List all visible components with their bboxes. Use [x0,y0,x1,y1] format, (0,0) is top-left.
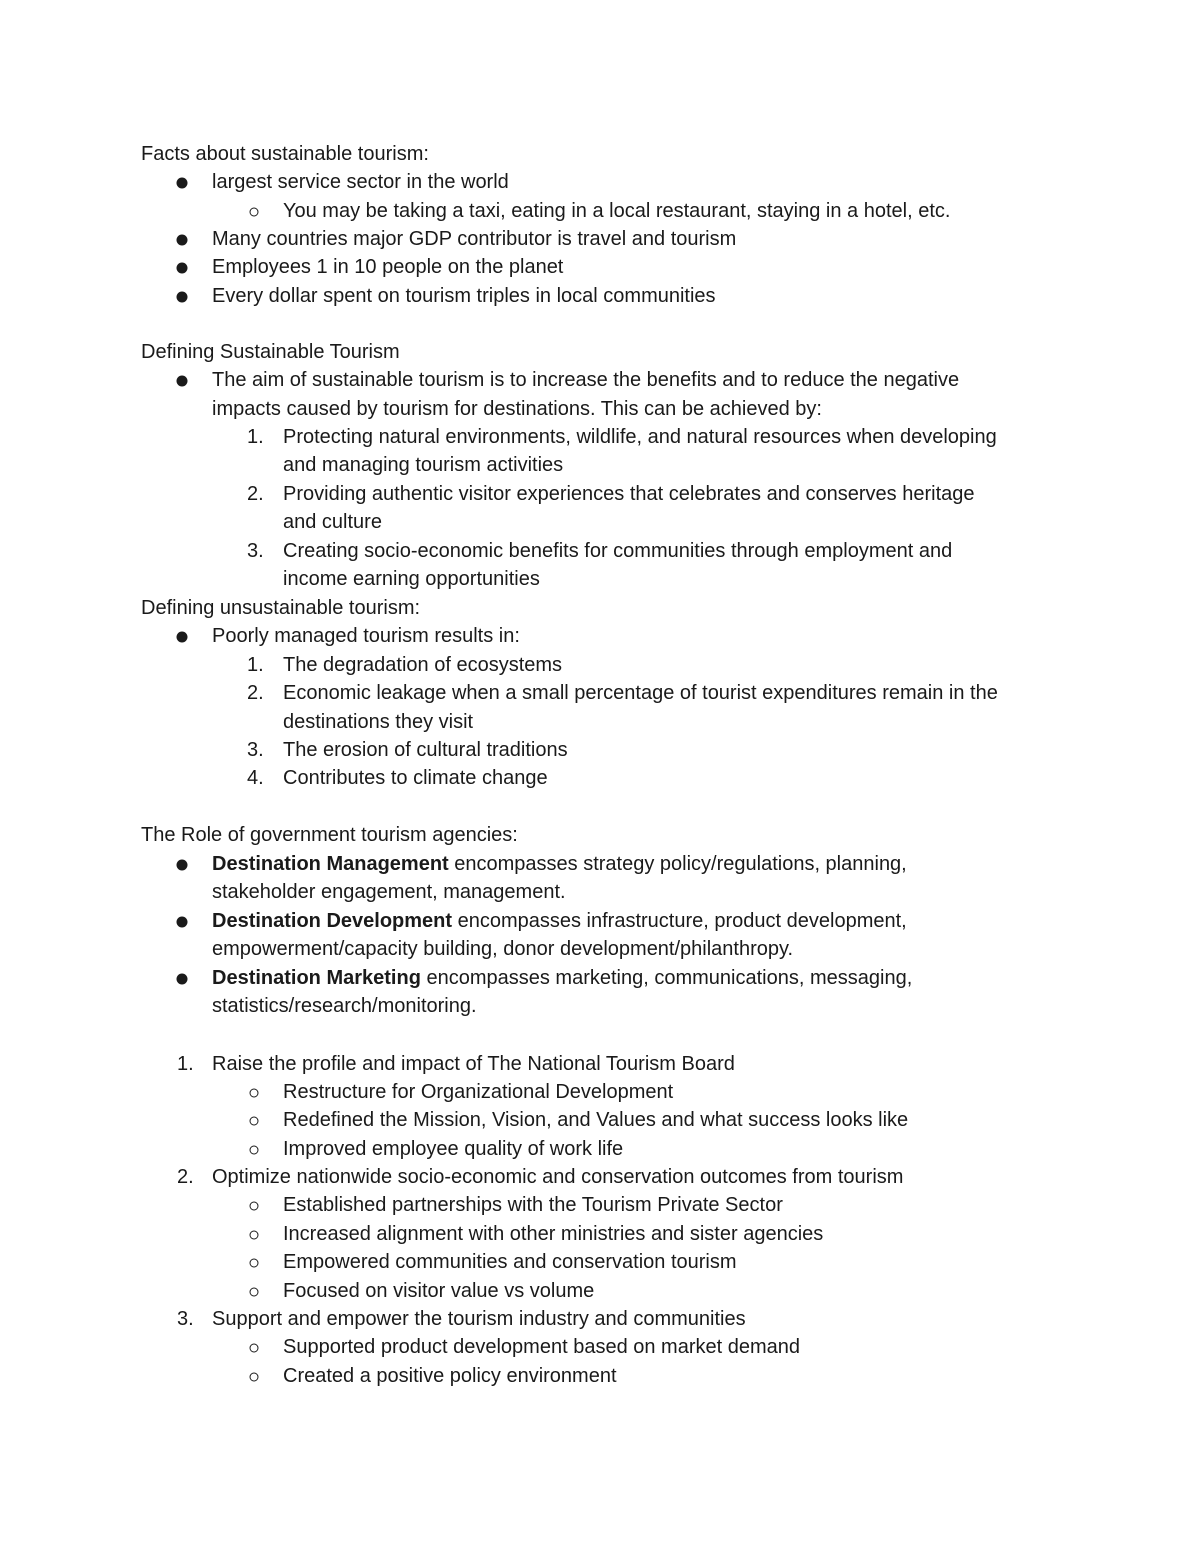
list-item [212,907,907,935]
term-description: encompasses infrastructure, product development, [452,910,907,932]
numbered-item: Protecting natural environments, wildlife, and natural resources when developing [283,426,997,448]
section-heading-government: The Role of government tourism agencies: [141,824,518,846]
list-item: Many countries major GDP contributor is travel and tourism [212,228,737,250]
list-item: Improved employee quality of work life [283,1138,624,1160]
bullet-circle-icon [250,1089,259,1098]
list-number: 3. [247,540,264,562]
bullet-dot-icon [177,376,188,387]
bullet-dot-icon [177,235,188,246]
list-number: 2. [247,682,264,704]
list-item: The aim of sustainable tourism is to increase the benefits and to reduce the negative [212,369,960,391]
list-item: Restructure for Organizational Development [283,1081,674,1103]
list-number: 1. [247,654,264,676]
list-item: Established partnerships with the Tourism Private Sector [283,1194,783,1216]
numbered-item-continuation: destinations they visit [283,711,474,733]
bullet-circle-icon [250,1117,259,1126]
numbered-item: Contributes to climate change [283,767,548,789]
list-item-continuation: empowerment/capacity building, donor development/philanthropy. [212,938,794,960]
bullet-circle-icon [250,1202,259,1211]
numbered-item: The erosion of cultural traditions [283,739,568,761]
list-item: Increased alignment with other ministries and sister agencies [283,1223,824,1245]
list-number: 2. [177,1166,194,1188]
list-item-continuation: impacts caused by tourism for destinations. This can be achieved by: [212,398,822,420]
bullet-dot-icon [177,860,188,871]
numbered-item: Optimize nationwide socio-economic and conservation outcomes from tourism [212,1166,904,1188]
list-item [212,850,907,878]
list-number: 2. [247,483,264,505]
numbered-item: Economic leakage when a small percentage of tourist expenditures remain in the [283,682,998,704]
section-heading-facts: Facts about sustainable tourism: [141,143,429,165]
list-item-continuation: statistics/research/monitoring. [212,995,477,1017]
term-destination-development: Destination Development [212,910,453,932]
list-item: You may be taking a taxi, eating in a local restaurant, staying in a hotel, etc. [283,200,951,222]
bullet-dot-icon [177,917,188,928]
list-number: 3. [177,1308,194,1330]
list-number: 1. [177,1053,194,1075]
list-item: Redefined the Mission, Vision, and Values and what success looks like [283,1109,909,1131]
numbered-item-continuation: and managing tourism activities [283,454,564,476]
list-number: 4. [247,767,264,789]
list-item-continuation: stakeholder engagement, management. [212,881,566,903]
list-item: Poorly managed tourism results in: [212,625,520,647]
term-destination-marketing: Destination Marketing [212,967,421,989]
list-number: 1. [247,426,264,448]
term-destination-management: Destination Management [212,853,449,875]
term-description: encompasses strategy policy/regulations, planning, [448,853,907,875]
bullet-circle-icon [250,1344,259,1353]
list-number: 3. [247,739,264,761]
term-description: encompasses marketing, communications, messaging, [420,967,913,989]
list-item: Created a positive policy environment [283,1365,617,1387]
bullet-dot-icon [177,263,188,274]
bullet-circle-icon [250,208,259,217]
list-item: Every dollar spent on tourism triples in local communities [212,285,716,307]
bullet-circle-icon [250,1231,259,1240]
numbered-item: Providing authentic visitor experiences that celebrates and conserves heritage [283,483,975,505]
section-heading-unsustainable: Defining unsustainable tourism: [141,597,421,619]
numbered-item-continuation: and culture [283,511,382,533]
bullet-dot-icon [177,292,188,303]
list-item: Empowered communities and conservation tourism [283,1251,737,1273]
list-item [212,964,912,992]
list-item: largest service sector in the world [212,171,509,193]
bullet-dot-icon [177,178,188,189]
list-item: Supported product development based on market demand [283,1336,801,1358]
bullet-circle-icon [250,1259,259,1268]
bullet-circle-icon [250,1288,259,1297]
list-item: Employees 1 in 10 people on the planet [212,256,564,278]
numbered-item: Creating socio-economic benefits for communities through employment and [283,540,953,562]
numbered-item-continuation: income earning opportunities [283,568,540,590]
bullet-circle-icon [250,1373,259,1382]
numbered-item: The degradation of ecosystems [283,654,563,676]
bullet-circle-icon [250,1146,259,1155]
bullet-dot-icon [177,974,188,985]
list-item: Focused on visitor value vs volume [283,1280,595,1302]
bullet-dot-icon [177,632,188,643]
numbered-item: Raise the profile and impact of The National Tourism Board [212,1053,735,1075]
numbered-item: Support and empower the tourism industry and communities [212,1308,746,1330]
section-heading-sustainable: Defining Sustainable Tourism [141,341,400,363]
